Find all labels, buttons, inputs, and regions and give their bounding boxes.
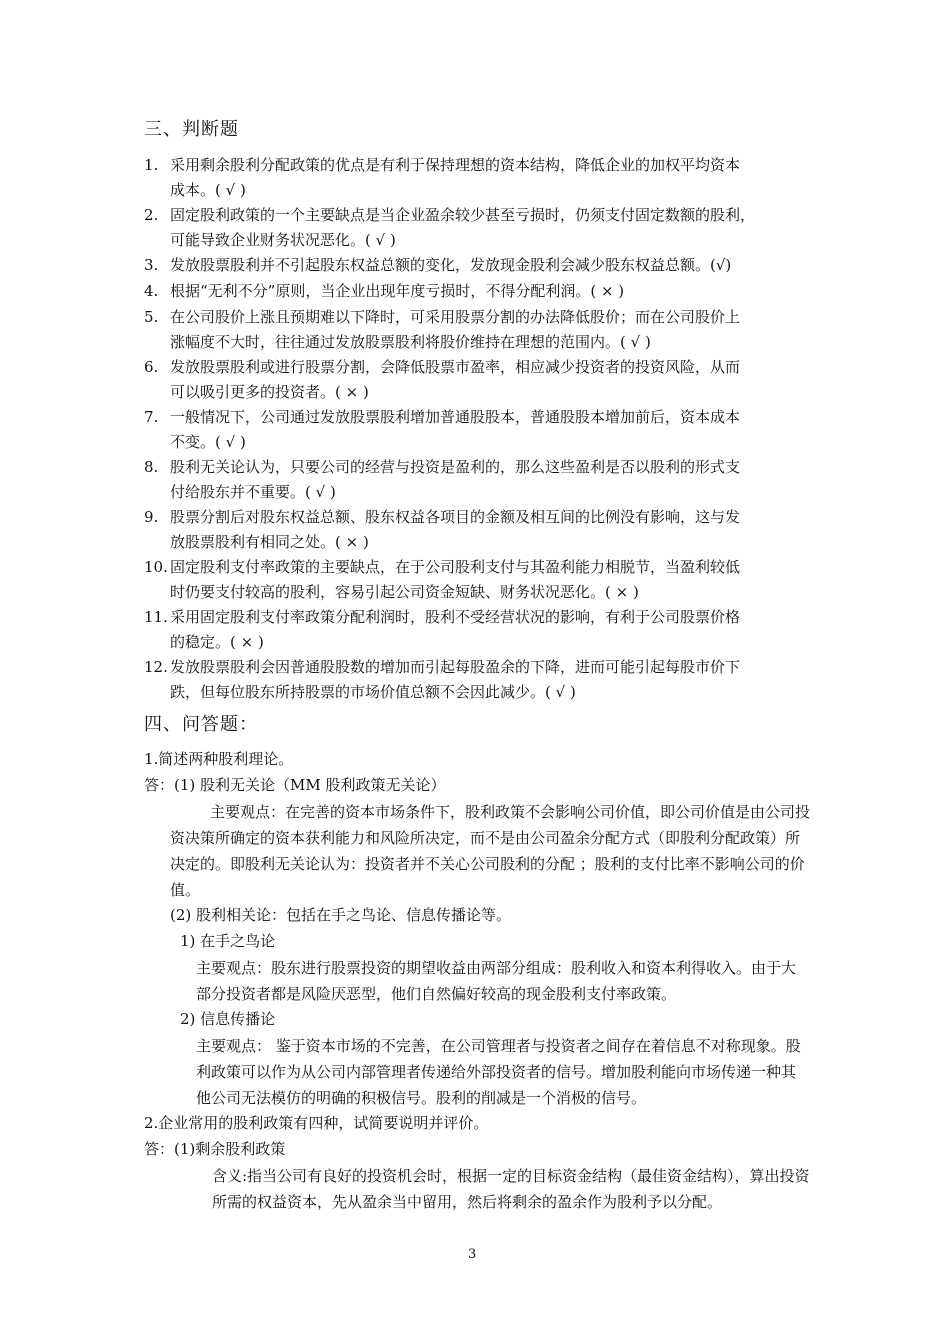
answer-1-text: 主要观点：在完善的资本市场条件下，股利政策不会影响公司价值，即公司价值是由公司投资决策所确定的资本获利能力和风险所决定，而不是由公司盈余分配方式（即股利分配政策）所决定的。即股利无关论认为：投资者并不关心公司股利的分配 ；股利的支付比率不影响公司的价值。 bbox=[170, 803, 811, 899]
judgment-item-line1: 固定股利支付率政策的主要缺点，在于公司股利支付与其盈利能力相脱节，当盈利较低 bbox=[170, 558, 741, 576]
judgment-item-line1: 股票分割后对股东权益总额、股东权益各项目的金额及相互间的比例没有影响，这与发 bbox=[170, 508, 741, 526]
judgment-item bbox=[144, 605, 809, 655]
judgment-item-number: 4. bbox=[144, 282, 159, 300]
judgment-item-line1: 股利无关论认为，只要公司的经营与投资是盈利的，那么这些盈利是否以股利的形式支 bbox=[170, 458, 741, 476]
judgment-item bbox=[144, 355, 809, 405]
judgment-item-number: 8. bbox=[144, 458, 159, 476]
judgment-item-number: 12. bbox=[144, 658, 168, 676]
judgment-item-number: 3. bbox=[144, 256, 159, 274]
judgment-item bbox=[144, 555, 809, 605]
judgment-item bbox=[144, 455, 809, 505]
answer-2-sub2-heading: 2) 信息传播论 bbox=[180, 1010, 276, 1028]
judgment-item-line1: 发放股票股利或进行股票分割，会降低股票市盈率，相应减少投资者的投资风险，从而 bbox=[170, 358, 741, 376]
judgment-item-line1: 采用固定股利支付率政策分配利润时，股利不受经营状况的影响，有利于公司股票价格 bbox=[170, 608, 741, 626]
judgment-item bbox=[144, 279, 809, 304]
judgment-item-line2: 的稳定。( × ) bbox=[170, 633, 264, 651]
question-2: 2.企业常用的股利政策有四种，试简要说明并评价。 bbox=[144, 1114, 489, 1132]
judgment-item-line2: 放股票股利有相同之处。( × ) bbox=[170, 533, 369, 551]
judgment-item-line2: 成本。( √ ) bbox=[170, 181, 246, 199]
judgment-item-line2: 时仍要支付较高的股利，容易引起公司资金短缺、财务状况恶化。( × ) bbox=[170, 583, 639, 601]
judgment-item-line2: 付给股东并不重要。( √ ) bbox=[170, 483, 336, 501]
answer-q2-heading: 答：(1)剩余股利政策 bbox=[144, 1140, 286, 1158]
answer-2-sub2-text: 主要观点： 鉴于资本市场的不完善，在公司管理者与投资者之间存在着信息不对称现象。股利政策可以作为从公司内部管理者传递给外部投资者的信号。增加股利能向市场传递一种其他公司无法模仿的明确的积极信号。股利的削减是一个消极的信号。 bbox=[196, 1037, 801, 1107]
judgment-item-line1: 固定股利政策的一个主要缺点是当企业盈余较少甚至亏损时，仍须支付固定数额的股利， bbox=[170, 206, 756, 224]
page-number: 3 bbox=[468, 1247, 477, 1262]
judgment-item-line1: 发放股票股利会因普通股股数的增加而引起每股盈余的下降，进而可能引起每股市价下 bbox=[170, 658, 741, 676]
judgment-item-number: 9. bbox=[144, 508, 159, 526]
answer-2-heading: (2) 股利相关论：包括在手之鸟论、信息传播论等。 bbox=[170, 906, 512, 924]
judgment-item-number: 7. bbox=[144, 408, 159, 426]
answer-2-sub1-text: 主要观点：股东进行股票投资的期望收益由两部分组成：股利收入和资本利得收入。由于大部分投资者都是风险厌恶型，他们自然偏好较高的现金股利支付率政策。 bbox=[196, 959, 797, 1003]
judgment-item-line1: 一般情况下，公司通过发放股票股利增加普通股股本，普通股股本增加前后，资本成本 bbox=[170, 408, 741, 426]
judgment-item bbox=[144, 253, 809, 278]
judgment-item-line1: 在公司股价上涨且预期难以下降时，可采用股票分割的办法降低股价；而在公司股价上 bbox=[170, 308, 741, 326]
judgment-item-line2: 可能导致企业财务状况恶化。( √ ) bbox=[170, 231, 396, 249]
judgment-item-number: 2. bbox=[144, 206, 159, 224]
judgment-item-number: 6. bbox=[144, 358, 159, 376]
judgment-item-line1: 根据“无利不分”原则，当企业出现年度亏损时，不得分配利润。( × ) bbox=[170, 282, 625, 300]
judgment-item-line2: 涨幅度不大时，往往通过发放股票股利将股价维持在理想的范围内。( √ ) bbox=[170, 333, 651, 351]
judgment-item bbox=[144, 505, 809, 555]
judgment-item-number: 11. bbox=[144, 608, 168, 626]
judgment-item bbox=[144, 655, 809, 705]
judgment-item bbox=[144, 305, 809, 355]
judgment-item bbox=[144, 153, 809, 203]
answer-1-heading: 答：(1) 股利无关论（MM 股利政策无关论） bbox=[144, 776, 446, 794]
judgment-item-number: 1. bbox=[144, 156, 159, 174]
judgment-item-number: 5. bbox=[144, 308, 159, 326]
section-title-qa: 四、问答题： bbox=[144, 714, 258, 735]
judgment-item-line1: 发放股票股利并不引起股东权益总额的变化，发放现金股利会减少股东权益总额。(√) bbox=[170, 256, 732, 274]
judgment-item-number: 10. bbox=[144, 558, 168, 576]
section-title-judgment: 三、判断题 bbox=[144, 119, 239, 140]
question-1: 1.简述两种股利理论。 bbox=[144, 750, 294, 768]
judgment-item-line2: 不变。( √ ) bbox=[170, 433, 246, 451]
judgment-item-line2: 可以吸引更多的投资者。( × ) bbox=[170, 383, 369, 401]
answer-q2-text: 含义:指当公司有良好的投资机会时，根据一定的目标资金结构（最佳资金结构），算出投资所需的权益资本，先从盈余当中留用，然后将剩余的盈余作为股利予以分配。 bbox=[212, 1167, 810, 1211]
judgment-item-line2: 跌，但每位股东所持股票的市场价值总额不会因此减少。( √ ) bbox=[170, 683, 576, 701]
answer-2-sub1-heading: 1) 在手之鸟论 bbox=[180, 932, 276, 950]
judgment-item bbox=[144, 405, 809, 455]
judgment-item bbox=[144, 203, 809, 253]
judgment-item-line1: 采用剩余股利分配政策的优点是有利于保持理想的资本结构，降低企业的加权平均资本 bbox=[170, 156, 741, 174]
